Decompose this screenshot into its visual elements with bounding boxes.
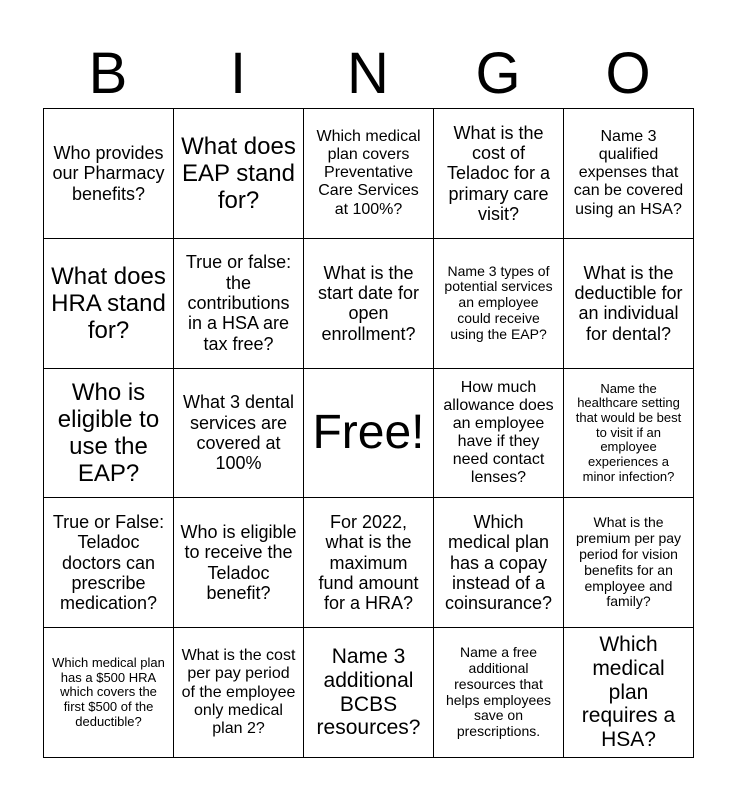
bingo-board (43, 108, 694, 758)
bingo-cell[interactable] (304, 109, 434, 239)
bingo-cell[interactable] (564, 109, 694, 239)
bingo-cell[interactable] (564, 498, 694, 628)
bingo-cell[interactable] (174, 369, 304, 499)
cell-text: Which medical plan has a $500 HRA which covers the first $500 of the deductible? (52, 654, 165, 729)
cell-text: Who provides our Pharmacy benefits? (52, 142, 165, 204)
cell-text: For 2022, what is the maximum fund amount for a HRA? (318, 511, 419, 614)
cell-text: Which medical plan covers Preventative Care Services at 100%? (316, 128, 421, 218)
bingo-cell[interactable] (44, 239, 174, 369)
bingo-cell[interactable] (564, 369, 694, 499)
cell-text: Name the healthcare setting that would be best to visit if an employee experiences a minor infection? (575, 380, 682, 484)
bingo-cell[interactable] (174, 628, 304, 758)
bingo-cell[interactable] (434, 628, 564, 758)
bingo-cell[interactable] (304, 498, 434, 628)
bingo-cell[interactable] (434, 109, 564, 239)
cell-text: Name 3 types of potential services an employee could receive using the EAP? (444, 262, 553, 342)
bingo-cell[interactable] (304, 239, 434, 369)
cell-text: Who is eligible to use the EAP? (57, 378, 160, 488)
cell-text: What does EAP stand for? (181, 132, 296, 214)
bingo-cell[interactable] (304, 628, 434, 758)
bingo-cell[interactable] (434, 498, 564, 628)
bingo-header (43, 40, 693, 108)
bingo-cell[interactable] (434, 369, 564, 499)
cell-text: True or False: Teladoc doctors can prescribe medication? (52, 511, 165, 614)
free-space-label: Free! (312, 405, 425, 459)
cell-text: What is the start date for open enrollment? (317, 262, 420, 344)
cell-text: Who is eligible to receive the Teladoc benefit? (180, 522, 297, 604)
cell-text: How much allowance does an employee have if they need contact lenses? (443, 378, 554, 487)
cell-text: Name 3 qualified expenses that can be covered using an HSA? (573, 128, 684, 218)
cell-text: What is the cost of Teladoc for a primary care visit? (446, 122, 551, 224)
cell-text: What is the premium per pay period for vision benefits for an employee and family? (575, 514, 682, 610)
header-letter-b: B (88, 41, 128, 106)
cell-text: Name 3 additional BCBS resources? (316, 645, 421, 740)
bingo-cell[interactable] (434, 239, 564, 369)
header-letter-g: G (475, 41, 521, 106)
cell-text: What 3 dental services are covered at 100% (182, 392, 295, 474)
bingo-cell[interactable] (44, 369, 174, 499)
bingo-cell[interactable] (44, 109, 174, 239)
cell-text: What is the cost per pay period of the employee only medical plan 2? (181, 647, 296, 737)
bingo-cell[interactable] (174, 109, 304, 239)
cell-text: True or false: the contributions in a HSA are tax free? (185, 252, 292, 354)
header-letter-n: N (347, 41, 389, 106)
header-letter-o: O (605, 41, 651, 106)
cell-text: Which medical plan has a copay instead of a coinsurance? (444, 511, 553, 614)
cell-text: What does HRA stand for? (51, 262, 166, 344)
bingo-cell[interactable] (44, 628, 174, 758)
cell-text: Name a free additional resources that helps employees save on prescriptions. (445, 644, 552, 740)
free-space-cell[interactable] (304, 369, 434, 499)
bingo-cell[interactable] (44, 498, 174, 628)
header-letter-i: I (229, 41, 247, 106)
cell-text: What is the deductible for an individual for dental? (574, 262, 683, 344)
cell-text: Which medical plan requires a HSA? (581, 633, 676, 752)
bingo-cell[interactable] (174, 498, 304, 628)
bingo-cell[interactable] (174, 239, 304, 369)
bingo-cell[interactable] (564, 239, 694, 369)
bingo-cell[interactable] (564, 628, 694, 758)
